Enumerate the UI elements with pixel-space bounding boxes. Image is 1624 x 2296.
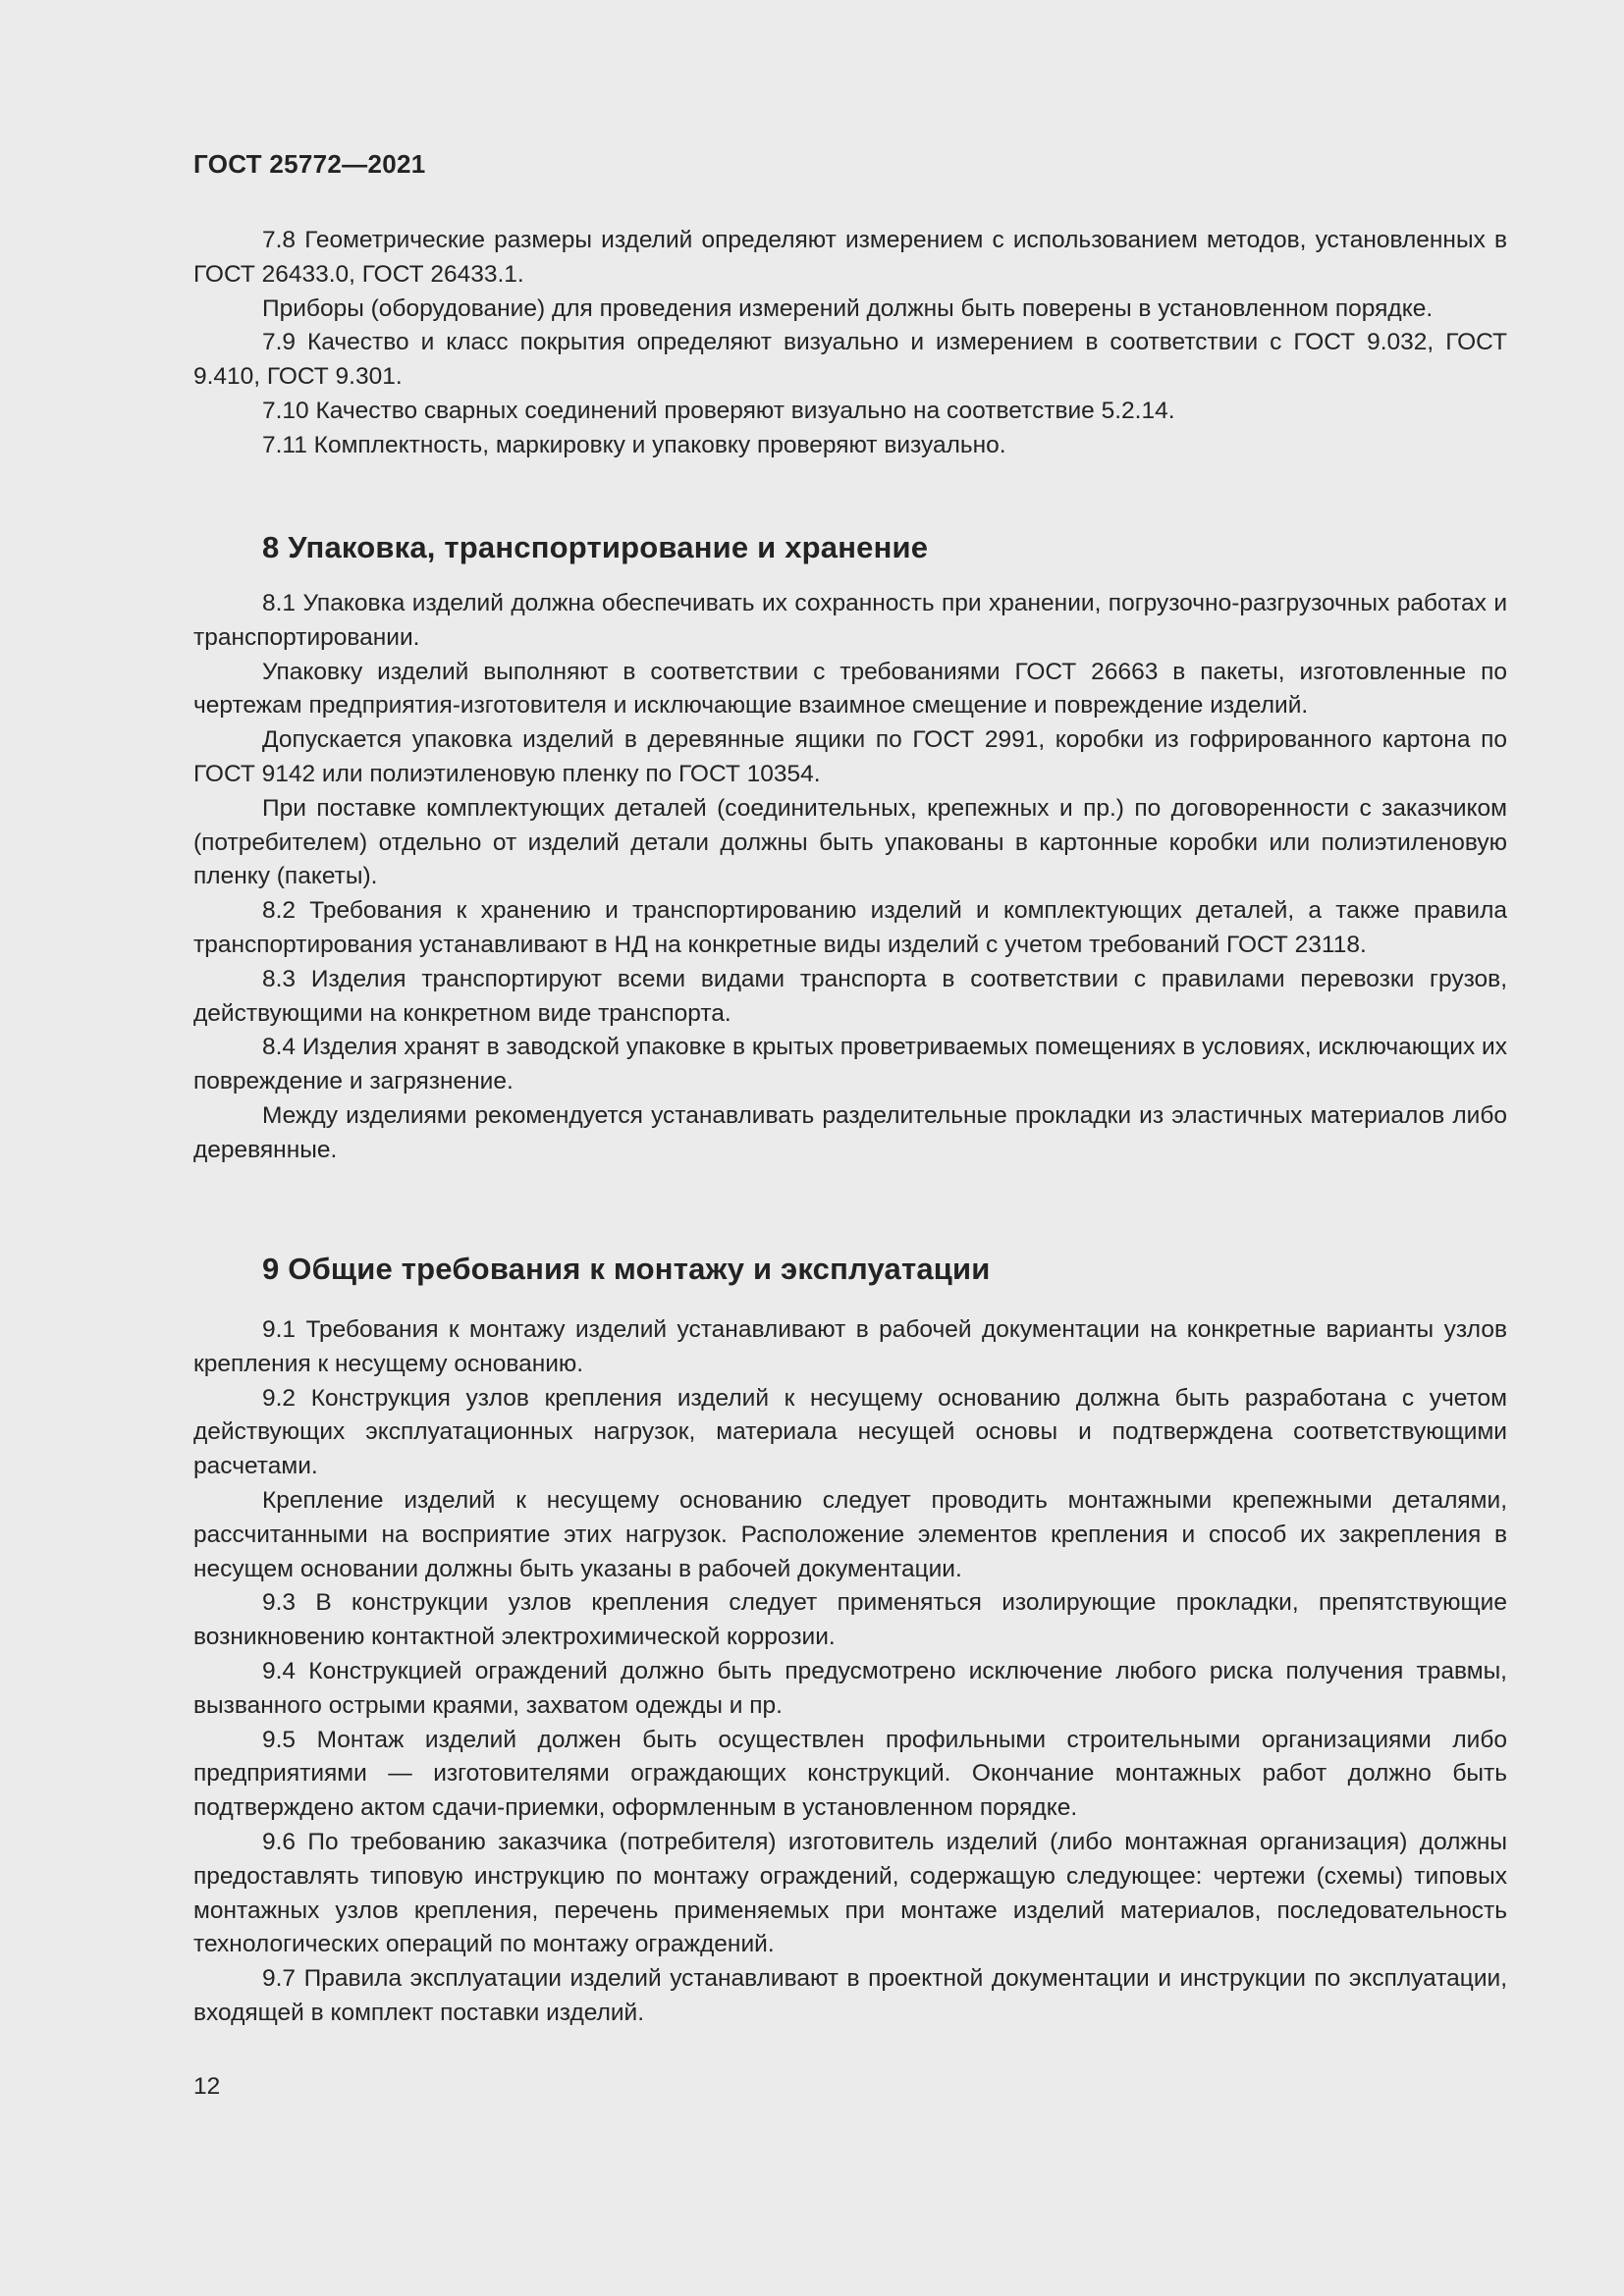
section-9-heading: 9 Общие требования к монтажу и эксплуатации <box>262 1252 991 1286</box>
paragraph: При поставке комплектующих деталей (соединительных, крепежных и пр.) по договоренности с заказчиком (потребителем) отдельно от изделий детали должны быть упакованы в картонные коробки или полиэтиленовую пленку (пакеты). <box>193 794 1507 890</box>
paragraph: Допускается упаковка изделий в деревянные ящики по ГОСТ 2991, коробки из гофрированного картона по ГОСТ 9142 или полиэтиленовую пленку по ГОСТ 10354. <box>193 726 1507 787</box>
paragraph: 9.2 Конструкция узлов крепления изделий к несущему основанию должна быть разработана с учетом действующих эксплуатационных нагрузок, материала несущей основы и подтверждена соответствующими расчетами. <box>193 1384 1507 1480</box>
document-header: ГОСТ 25772—2021 <box>193 149 426 179</box>
paragraph: Упаковку изделий выполняют в соответствии с требованиями ГОСТ 26663 в пакеты, изготовленные по чертежам предприятия-изготовителя и исключающие взаимное смещение и повреждение изделий. <box>193 658 1507 720</box>
paragraph: 9.3 В конструкции узлов крепления следует применяться изолирующие прокладки, препятствующие возникновению контактной электрохимической коррозии. <box>193 1589 1507 1651</box>
paragraph: 8.2 Требования к хранению и транспортированию изделий и комплектующих деталей, а также правила транспортирования устанавливают в НД на конкретные виды изделий с учетом требований ГОСТ 23118. <box>193 897 1507 958</box>
paragraph: Между изделиями рекомендуется устанавливать разделительные прокладки из эластичных материалов либо деревянные. <box>193 1101 1507 1163</box>
paragraph: Крепление изделий к несущему основанию следует проводить монтажными крепежными деталями, рассчитанными на восприятие этих нагрузок. Расположение элементов крепления и способ их закрепления в несущем основании должны быть указаны в рабочей документации. <box>193 1486 1507 1582</box>
page-number: 12 <box>193 2073 221 2100</box>
paragraph: 9.5 Монтаж изделий должен быть осуществлен профильными строительными организациями либо предприятиями — изготовителями ограждающих конструкций. Окончание монтажных работ должно быть подтверждено актом сдачи-приемки, оформленным в установленном порядке. <box>193 1726 1507 1822</box>
paragraph: 8.3 Изделия транспортируют всеми видами транспорта в соответствии с правилами перевозки грузов, действующими на конкретном виде транспорта. <box>193 965 1507 1027</box>
paragraph: 7.11 Комплектность, маркировку и упаковку проверяют визуально. <box>262 431 1006 458</box>
paragraph: 9.6 По требованию заказчика (потребителя) изготовитель изделий (либо монтажная организация) должны предоставлять типовую инструкцию по монтажу ограждений, содержащую следующее: чертежи (схемы) типовых монтажных узлов крепления, перечень применяемых при монтаже изделий материалов, последовательность технологических операций по монтажу ограждений. <box>193 1828 1507 1958</box>
paragraph: 7.9 Качество и класс покрытия определяют визуально и измерением в соответствии с ГОСТ 9.032, ГОСТ 9.410, ГОСТ 9.301. <box>193 329 1507 391</box>
paragraph: 8.1 Упаковка изделий должна обеспечивать их сохранность при хранении, погрузочно-разгрузочных работах и транспортировании. <box>193 590 1507 651</box>
section-7-block <box>193 224 1507 463</box>
paragraph: Приборы (оборудование) для проведения измерений должны быть поверены в установленном порядке. <box>262 294 1434 322</box>
section-9-block <box>193 1313 1507 2031</box>
paragraph: 9.4 Конструкцией ограждений должно быть предусмотрено исключение любого риска получения травмы, вызванного острыми краями, захватом одежды и пр. <box>193 1657 1507 1719</box>
paragraph: 8.4 Изделия хранят в заводской упаковке в крытых проветриваемых помещениях в условиях, исключающих их повреждение и загрязнение. <box>193 1034 1507 1095</box>
section-8-block <box>193 587 1507 1168</box>
section-8-heading: 8 Упаковка, транспортирование и хранение <box>262 530 929 564</box>
paragraph: 9.1 Требования к монтажу изделий устанавливают в рабочей документации на конкретные варианты узлов крепления к несущему основанию. <box>193 1316 1507 1377</box>
paragraph: 7.8 Геометрические размеры изделий определяют измерением с использованием методов, установленных в ГОСТ 26433.0, ГОСТ 26433.1. <box>193 227 1507 288</box>
paragraph: 9.7 Правила эксплуатации изделий устанавливают в проектной документации и инструкции по эксплуатации, входящей в комплект поставки изделий. <box>193 1965 1507 2026</box>
paragraph: 7.10 Качество сварных соединений проверяют визуально на соответствие 5.2.14. <box>262 397 1175 424</box>
